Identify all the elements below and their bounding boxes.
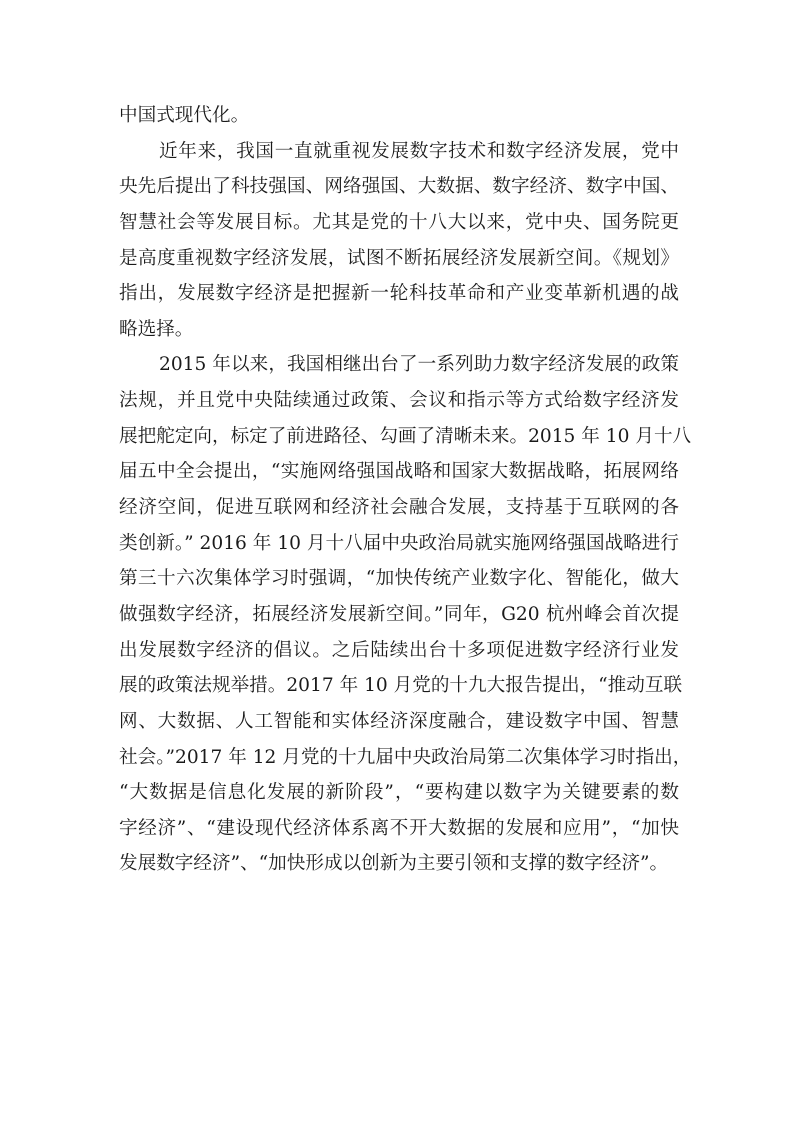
text-line: 社会。”2017 年 12 月党的十九届中央政治局第二次集体学习时指出， [119, 746, 692, 768]
text-line: 网、大数据、人工智能和实体经济深度融合，建设数字中国、智慧 [119, 710, 679, 732]
paragraph-first-line: 2015 年以来，我国相继出台了一系列助力数字经济发展的政策 [159, 354, 679, 376]
text-line: 届五中全会提出，“实施网络强国战略和国家大数据战略，拓展网络 [119, 461, 679, 483]
text-line: 发展数字经济”、“加快形成以创新为主要引领和支撑的数字经济”。 [119, 853, 669, 875]
text-line: 智慧社会等发展目标。尤其是党的十八大以来，党中央、国务院更 [119, 211, 679, 233]
text-line: 展把舵定向，标定了前进路径、勾画了清晰未来。2015 年 10 月十八 [119, 425, 692, 447]
text-line: 第三十六次集体学习时强调，“加快传统产业数字化、智能化，做大 [119, 568, 679, 590]
text-line: 是高度重视数字经济发展，试图不断拓展经济发展新空间。《规划》 [119, 247, 679, 269]
text-line: 中国式现代化。 [119, 105, 250, 126]
text-line: 做强数字经济，拓展经济发展新空间。”同年，G20 杭州峰会首次提 [119, 603, 679, 625]
text-line: “大数据是信息化发展的新阶段”，“要构建以数字为关键要素的数 [119, 782, 679, 804]
text-line: 经济空间，促进互联网和经济社会融合发展，支持基于互联网的各 [119, 497, 679, 519]
text-line: 法规，并且党中央陆续通过政策、会议和指示等方式给数字经济发 [119, 390, 679, 412]
text-line: 类创新。” 2016 年 10 月十八届中央政治局就实施网络强国战略进行 [119, 532, 679, 554]
text-line: 出发展数字经济的倡议。之后陆续出台十多项促进数字经济行业发 [119, 639, 679, 661]
text-line: 略选择。 [119, 318, 194, 340]
text-line: 字经济”、“建设现代经济体系离不开大数据的发展和应用”，“加快 [119, 817, 679, 839]
text-line: 央先后提出了科技强国、网络强国、大数据、数字经济、数字中国、 [119, 176, 679, 198]
text-line: 展的政策法规举措。2017 年 10 月党的十九大报告提出，“推动互联 [119, 675, 683, 697]
text-line: 指出，发展数字经济是把握新一轮科技革命和产业变革新机遇的战 [119, 283, 679, 305]
body-text [119, 98, 692, 882]
paragraph-first-line: 近年来，我国一直就重视发展数字技术和数字经济发展，党中 [159, 140, 679, 162]
